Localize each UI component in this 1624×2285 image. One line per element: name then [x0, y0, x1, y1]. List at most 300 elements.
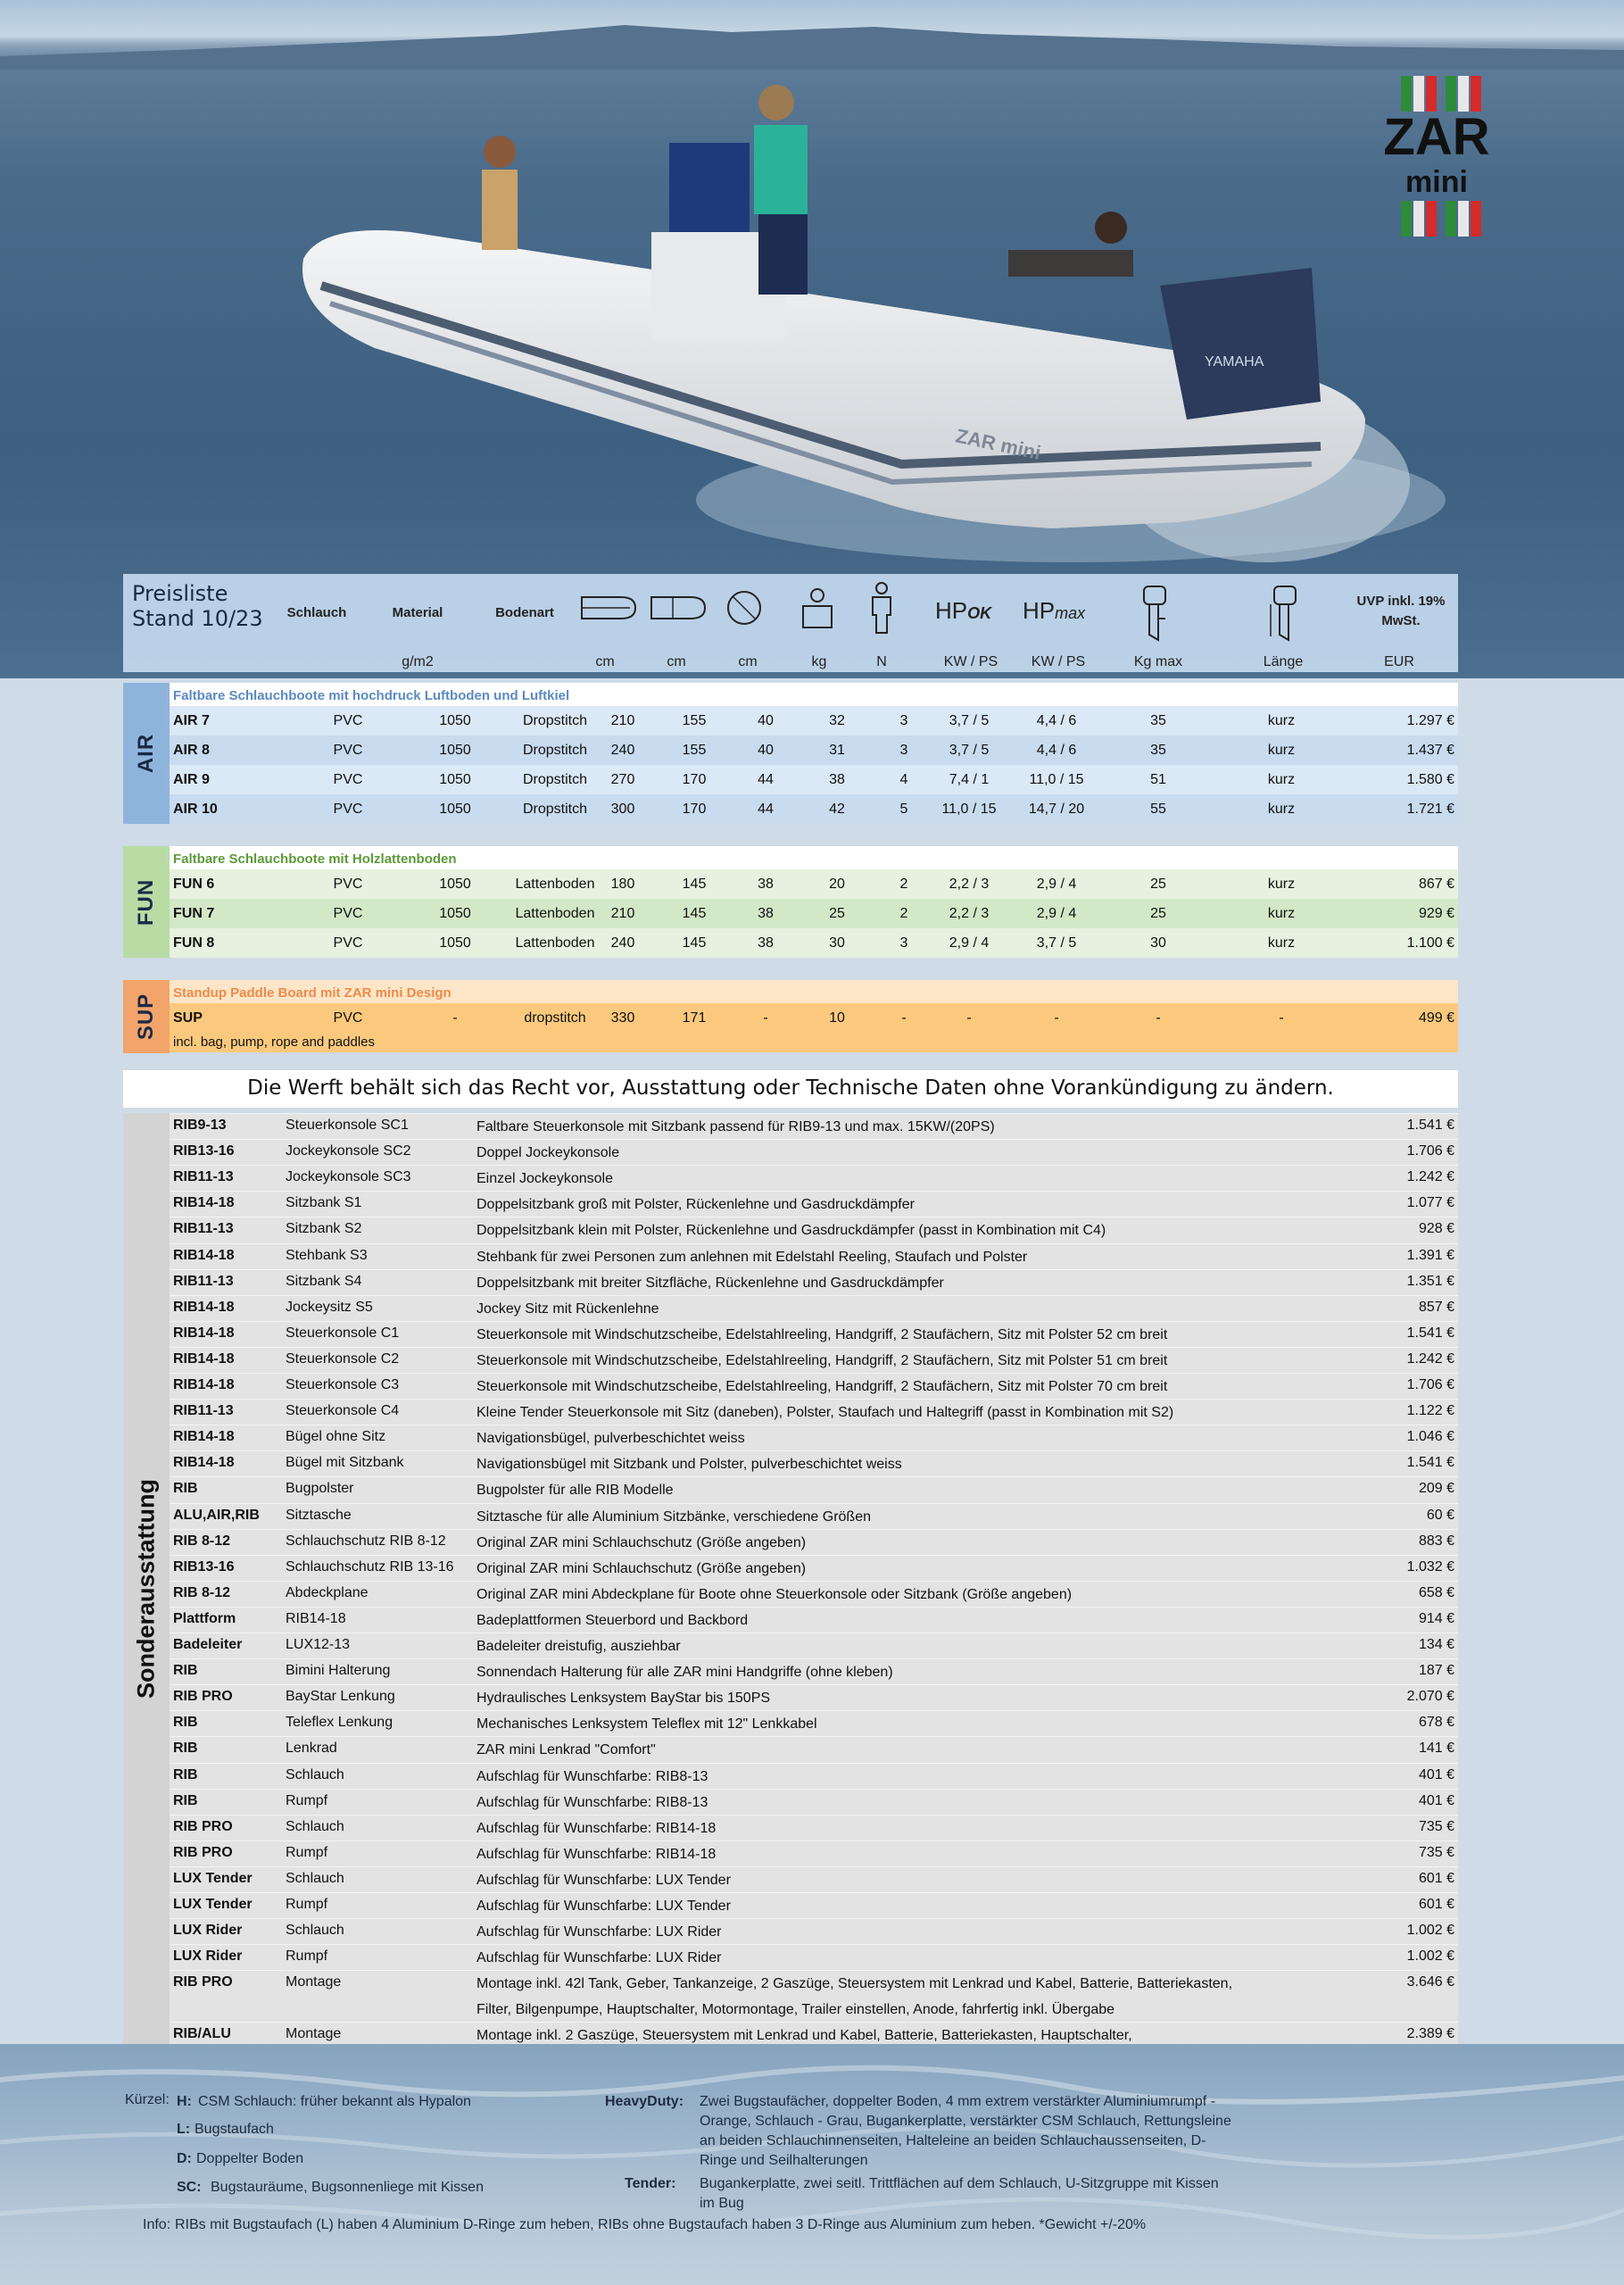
accessory-price: 1.242 € — [1406, 1169, 1454, 1185]
accessory-description-line: Doppelsitzbank klein mit Polster, Rückenlehne und Gasdruckdämpfer (passt in Kombination mit C4) — [476, 1223, 1106, 1239]
accessory-type: Bugpolster — [286, 1481, 354, 1497]
accessory-row — [170, 1710, 1458, 1736]
boat-length-icon — [576, 590, 639, 626]
cell-diameter: 44 — [758, 772, 774, 787]
accessory-description — [476, 1244, 1027, 1270]
accessory-row — [170, 1555, 1458, 1581]
accessory-type: Rumpf — [286, 1897, 328, 1912]
cell-weight: 30 — [829, 935, 845, 951]
table-header — [123, 574, 1458, 672]
legend-d-text: Doppelter Boden — [196, 2151, 304, 2166]
cell-laenge: kurz — [1267, 877, 1296, 892]
accessory-description-line: Hydraulisches Lenksystem BayStar bis 150PS — [476, 1691, 771, 1707]
svg-text:YAMAHA: YAMAHA — [1205, 354, 1264, 370]
cell-schlauch: PVC — [333, 772, 363, 787]
accessory-model: RIB 8-12 — [173, 1584, 231, 1600]
weight-icon — [798, 585, 837, 631]
cell-schlauch: PVC — [333, 743, 363, 758]
accessory-row — [170, 1944, 1458, 1970]
cell-bodenart: dropstitch — [524, 1010, 586, 1026]
cell-diameter: 44 — [758, 802, 774, 817]
cell-kw-ps-ok: 2,2 / 3 — [949, 877, 990, 892]
zar-mini-logo — [1356, 76, 1517, 237]
price-table — [123, 574, 1458, 1052]
svg-text:mini: mini — [1405, 165, 1468, 199]
accessory-description-line-2: Filter, Bilgenpumpe, Hauptschalter, Motormontage, Trailer einstellen, Anode, fahrfertig inkl. Übergabe — [476, 2002, 1115, 2018]
cell-laenge: - — [1279, 1010, 1284, 1026]
accessory-description-line: Sonnendach Halterung für alle ZAR mini Handgriffe (ohne kleben) — [476, 1665, 893, 1681]
accessory-description-line: Doppel Jockeykonsole — [476, 1145, 620, 1161]
cell-model: AIR 8 — [173, 743, 210, 758]
unit-laenge: Länge — [1263, 654, 1304, 669]
accessory-description-line: Aufschlag für Wunschfarbe: RIB14-18 — [476, 1820, 717, 1836]
accessory-type: LUX12-13 — [286, 1637, 351, 1652]
accessory-model: RIB — [173, 1663, 198, 1679]
cell-length: 210 — [610, 906, 635, 921]
unit-kw-ps-max: KW / PS — [1031, 654, 1086, 669]
disclaimer-notice: Die Werft behält sich das Recht vor, Ausstattung oder Technische Daten ohne Vorankündigung zu ändern. — [123, 1070, 1458, 1108]
accessory-row — [170, 1815, 1458, 1840]
accessory-description — [476, 1348, 1167, 1374]
shaft-length-icon — [1267, 583, 1303, 645]
cell-weight: 38 — [829, 772, 845, 787]
accessories-side-label: Sonderausstattung — [123, 1113, 170, 2065]
accessory-description-line: Original ZAR mini Abdeckplane für Boote ohne Steuerkonsole oder Sitzbank (Größe angeben) — [476, 1586, 1073, 1602]
accessory-description — [476, 1659, 893, 1685]
unit-weight: kg — [811, 654, 827, 669]
accessory-model: RIB11-13 — [173, 1273, 234, 1289]
accessory-row — [170, 1607, 1458, 1633]
accessory-description-line: Mechanisches Lenksystem Teleflex mit 12" Lenkkabel — [476, 1716, 817, 1732]
cell-diameter: 38 — [758, 935, 774, 951]
cell-bodenart: Dropstitch — [522, 772, 588, 787]
section-sup — [123, 980, 1458, 1052]
section-label-fun: FUN — [123, 846, 170, 958]
cell-kw-ps-max: 4,4 / 6 — [1036, 743, 1077, 758]
accessory-description — [476, 1893, 731, 1919]
legend-heavyduty-line-4: Ringe und Seilhalterungen — [700, 2153, 868, 2168]
table-row — [170, 794, 1458, 824]
cell-kg-max: 25 — [1150, 877, 1166, 892]
accessory-type: Jockeykonsole SC2 — [286, 1143, 411, 1159]
cell-length: 270 — [610, 772, 635, 787]
accessory-model: RIB PRO — [173, 1974, 233, 1990]
cell-width: 145 — [682, 906, 707, 921]
cell-laenge: kurz — [1267, 802, 1296, 817]
col-schlauch: Schlauch — [286, 605, 347, 620]
accessory-description-line: Einzel Jockeykonsole — [476, 1171, 613, 1187]
accessory-description-line: Original ZAR mini Schlauchschutz (Größe angeben) — [476, 1560, 807, 1576]
cell-schlauch: PVC — [333, 713, 363, 728]
boat-width-icon — [646, 590, 708, 626]
cell-weight: 31 — [829, 743, 845, 758]
accessory-description — [476, 1737, 656, 1763]
cell-model: FUN 8 — [173, 935, 215, 951]
table-row — [170, 869, 1458, 899]
accessory-type: Schlauch — [286, 1818, 344, 1834]
accessory-price: 601 € — [1418, 1870, 1454, 1886]
accessory-row — [170, 1243, 1458, 1269]
section-heading-sup: Standup Paddle Board mit ZAR mini Design — [170, 980, 1458, 1003]
section-heading-fun: Faltbare Schlauchboote mit Holzlattenboden — [173, 852, 457, 867]
accessory-type: Bügel ohne Sitz — [286, 1429, 386, 1445]
accessory-description-line: Montage inkl. 42l Tank, Geber, Tankanzeige, 2 Gaszüge, Steuersystem mit Lenkrad und Kabel, Batterie, Batteriekasten, — [476, 1976, 1233, 1992]
accessory-type: Rumpf — [286, 1948, 328, 1965]
cell-kw-ps-ok: 7,4 / 1 — [949, 772, 990, 787]
legend-h-text: CSM Schlauch: früher bekannt als Hypalon — [198, 2094, 471, 2109]
accessory-row — [170, 1970, 1458, 2022]
accessory-description-line: Sitztasche für alle Aluminium Sitzbänke, verschiedene Größen — [476, 1508, 871, 1525]
accessory-type: Rumpf — [286, 1844, 328, 1860]
cell-kw-ps-max: 4,4 / 6 — [1036, 713, 1077, 728]
cell-laenge: kurz — [1267, 772, 1296, 787]
accessory-row — [170, 1581, 1458, 1607]
cell-price: 499 € — [1418, 1010, 1454, 1026]
accessory-description — [476, 1192, 915, 1217]
cell-kw-ps-max: 2,9 / 4 — [1036, 877, 1077, 892]
cell-model: AIR 7 — [173, 713, 210, 728]
accessory-price: 914 € — [1418, 1610, 1454, 1626]
accessory-type: Teleflex Lenkung — [286, 1715, 394, 1731]
cell-width: 170 — [682, 802, 707, 817]
section-air — [123, 683, 1458, 824]
accessory-description — [476, 1504, 871, 1530]
page-title — [132, 581, 263, 631]
accessory-description — [476, 1608, 748, 1633]
cell-bodenart: Lattenboden — [515, 906, 595, 921]
cell-persons: 2 — [899, 906, 908, 921]
accessory-description — [476, 1711, 817, 1737]
cell-bodenart: Dropstitch — [522, 802, 588, 817]
accessory-model: LUX Rider — [173, 1923, 243, 1939]
accessory-row — [170, 1373, 1458, 1399]
accessory-price: 1.706 € — [1406, 1377, 1454, 1392]
cell-width: 145 — [682, 877, 707, 892]
accessory-model: RIB PRO — [173, 1689, 233, 1705]
accessory-row — [170, 1191, 1458, 1217]
unit-length: cm — [595, 654, 615, 669]
accessory-description-line: Steuerkonsole mit Windschutzscheibe, Edelstahlreeling, Handgriff, 2 Staufächern, Sitz mit Polster 52 cm breit — [476, 1326, 1168, 1342]
accessory-row — [170, 1918, 1458, 1944]
accessory-price: 3.646 € — [1406, 1974, 1454, 1990]
cell-persons: - — [901, 1010, 907, 1026]
accessory-description-line: Doppelsitzbank groß mit Polster, Rückenlehne und Gasdruckdämpfer — [476, 1197, 915, 1213]
accessory-model: RIB — [173, 1741, 198, 1757]
accessory-model: RIB11-13 — [173, 1221, 234, 1237]
svg-text:ZAR mini: ZAR mini — [953, 424, 1043, 464]
accessory-description — [476, 1322, 1167, 1348]
cell-weight: 25 — [829, 906, 845, 921]
accessory-type: Schlauchschutz RIB 8-12 — [286, 1533, 446, 1549]
cell-kg-max: 25 — [1150, 906, 1166, 921]
cell-model: FUN 7 — [173, 906, 215, 921]
accessories-table — [123, 1113, 1458, 2065]
accessory-type: Jockeykonsole SC3 — [286, 1169, 411, 1185]
accessory-row — [170, 1866, 1458, 1892]
accessory-type: Rumpf — [286, 1792, 328, 1808]
title-line-1: Preisliste — [132, 581, 228, 606]
cell-kw-ps-max: 2,9 / 4 — [1036, 906, 1077, 921]
accessory-price: 134 € — [1418, 1637, 1454, 1652]
footer-legend — [0, 2083, 1624, 2271]
legend-sc-key: SC: — [177, 2180, 202, 2195]
cell-weight: 32 — [829, 713, 845, 728]
cell-laenge: kurz — [1267, 906, 1296, 921]
cell-length: 240 — [610, 743, 635, 758]
accessory-price: 1.391 € — [1406, 1247, 1454, 1263]
accessory-model: RIB — [173, 1715, 198, 1731]
table-row — [170, 735, 1458, 765]
person-icon — [864, 581, 899, 635]
accessory-description-line: Badeplattformen Steuerbord und Backbord — [476, 1612, 749, 1628]
cell-kg-max: 55 — [1150, 802, 1166, 817]
cell-kg-max: - — [1156, 1010, 1161, 1026]
accessory-description-line: Stehbank für zwei Personen zum anlehnen mit Edelstahl Reeling, Staufach und Polster — [476, 1249, 1028, 1265]
legend-heavyduty-line-1: Zwei Bugstaufächer, doppelter Boden, 4 mm extrem verstärkter Aluminiumrumpf - — [700, 2094, 1216, 2109]
accessory-model: RIB14-18 — [173, 1247, 235, 1263]
accessory-type: Steuerkonsole C4 — [286, 1403, 400, 1419]
table-row — [170, 765, 1458, 794]
accessory-description — [476, 1685, 770, 1711]
accessory-row — [170, 1684, 1458, 1710]
accessory-price: 658 € — [1418, 1584, 1454, 1600]
cell-diameter: 38 — [758, 877, 774, 892]
section-fun — [123, 846, 1458, 958]
cell-laenge: kurz — [1267, 713, 1296, 728]
legend-heavyduty-line-2: Orange, Schlauch - Grau, Bugankerplatte, verstärkter CSM Schlauch, Rettungsleine — [700, 2114, 1231, 2129]
accessory-model: LUX Tender — [173, 1870, 253, 1886]
cell-length: 210 — [610, 713, 635, 728]
accessory-price: 857 € — [1418, 1299, 1454, 1315]
accessory-description — [476, 1374, 1167, 1400]
legend-d-key: D: — [177, 2151, 192, 2166]
accessory-description — [476, 1582, 1072, 1608]
accessory-price: 1.077 € — [1406, 1195, 1454, 1211]
accessory-description-line: Bugpolster für alle RIB Modelle — [476, 1483, 674, 1499]
accessory-row — [170, 1347, 1458, 1373]
cell-price: 929 € — [1418, 906, 1454, 921]
accessory-model: RIB PRO — [173, 1844, 233, 1860]
cell-length: 330 — [610, 1010, 635, 1026]
accessory-description-line: Steuerkonsole mit Windschutzscheibe, Edelstahlreeling, Handgriff, 2 Staufächern, Sitz mit Polster 70 cm breit — [476, 1379, 1168, 1394]
accessory-type: Sitztasche — [286, 1507, 352, 1523]
accessory-description — [476, 1296, 659, 1322]
accessory-description — [476, 1919, 722, 1945]
accessory-price: 1.351 € — [1406, 1273, 1454, 1289]
accessory-description — [476, 1633, 681, 1659]
cell-bodenart: Dropstitch — [522, 713, 588, 728]
cell-kg-max: 35 — [1150, 743, 1166, 758]
cell-price: 1.437 € — [1406, 743, 1454, 758]
accessory-price: 187 € — [1418, 1663, 1454, 1679]
cell-weight: 20 — [829, 877, 845, 892]
cell-kw-ps-ok: 3,7 / 5 — [949, 713, 990, 728]
sup-note: incl. bag, pump, rope and paddles — [170, 1033, 1458, 1052]
accessory-description — [476, 1451, 902, 1477]
accessory-type: Sitzbank S1 — [286, 1195, 362, 1211]
accessory-price: 1.002 € — [1406, 1948, 1454, 1965]
accessory-description — [476, 1945, 722, 1971]
cell-kw-ps-ok: - — [966, 1010, 972, 1026]
accessory-row — [170, 1529, 1458, 1555]
accessory-model: RIB14-18 — [173, 1377, 235, 1392]
legend-sc-text: Bugstauräume, Bugsonnenliege mit Kissen — [211, 2180, 484, 2195]
cell-width: 171 — [682, 1010, 707, 1026]
cell-schlauch: PVC — [333, 906, 363, 921]
accessory-model: ALU,AIR,RIB — [173, 1507, 260, 1523]
cell-width: 145 — [682, 935, 707, 951]
accessory-description-line: Faltbare Steuerkonsole mit Sitzbank passend für RIB9-13 und max. 15KW/(20PS) — [476, 1119, 995, 1134]
accessory-description — [476, 1764, 708, 1790]
accessory-row — [170, 1633, 1458, 1658]
accessory-price: 2.070 € — [1406, 1689, 1454, 1705]
accessory-row — [170, 1295, 1458, 1321]
cell-persons: 3 — [899, 743, 908, 758]
accessory-model: RIB — [173, 1792, 198, 1808]
accessory-description — [476, 1867, 731, 1893]
section-label-sup: SUP — [123, 980, 170, 1053]
accessory-row — [170, 1399, 1458, 1425]
accessory-description — [476, 1166, 613, 1192]
unit-kg-max: Kg max — [1133, 654, 1183, 669]
cell-price: 867 € — [1418, 877, 1454, 892]
cell-persons: 3 — [899, 713, 908, 728]
accessory-description-line: Aufschlag für Wunschfarbe: LUX Tender — [476, 1872, 731, 1888]
cell-material: 1050 — [439, 877, 471, 892]
cell-length: 180 — [610, 877, 635, 892]
accessory-type: Montage — [286, 1974, 342, 1990]
table-row — [170, 706, 1458, 735]
accessory-description-line: Aufschlag für Wunschfarbe: LUX Rider — [476, 1924, 722, 1940]
accessory-description-line: Aufschlag für Wunschfarbe: RIB14-18 — [476, 1846, 717, 1862]
legend-heavyduty-line-3: an beiden Schlauchinnenseiten, Halteleine an beiden Schlauchaussenseiten, D- — [700, 2133, 1206, 2148]
accessory-model: Badeleiter — [173, 1637, 243, 1652]
accessory-type: RIB14-18 — [286, 1610, 346, 1626]
accessory-model: RIB13-16 — [173, 1143, 235, 1159]
accessory-type: Schlauch — [286, 1766, 344, 1782]
accessory-type: Bimini Halterung — [286, 1663, 391, 1679]
cell-kw-ps-ok: 2,2 / 3 — [949, 906, 990, 921]
accessory-price: 601 € — [1418, 1897, 1454, 1912]
accessory-price: 1.706 € — [1406, 1143, 1454, 1159]
svg-text:ZAR: ZAR — [1383, 108, 1490, 166]
accessory-description — [476, 1556, 806, 1582]
cell-bodenart: Lattenboden — [515, 877, 595, 892]
accessory-description-line: Montage inkl. 2 Gaszüge, Steuersystem mit Lenkrad und Kabel, Batterie, Batteriekasten, Hauptschalter, — [476, 2028, 1132, 2044]
accessory-description — [476, 1530, 806, 1556]
accessory-type: Bügel mit Sitzbank — [286, 1455, 404, 1471]
accessory-price: 928 € — [1418, 1221, 1454, 1237]
accessory-description — [476, 1790, 708, 1816]
cell-persons: 4 — [899, 772, 908, 787]
unit-eur: EUR — [1384, 654, 1414, 669]
tube-diameter-icon — [723, 586, 766, 629]
accessory-row — [170, 1736, 1458, 1762]
cell-model: AIR 9 — [173, 772, 210, 787]
accessory-type: BayStar Lenkung — [286, 1689, 395, 1705]
cell-persons: 2 — [899, 877, 908, 892]
accessory-model: RIB9-13 — [173, 1118, 227, 1133]
accessory-description — [476, 1477, 674, 1503]
accessory-model: RIB14-18 — [173, 1350, 235, 1367]
accessory-description-line: Kleine Tender Steuerkonsole mit Sitz (daneben), Polster, Staufach und Haltegriff (passt in Kombination mit S2) — [476, 1405, 1174, 1421]
accessory-type: Montage — [286, 2026, 342, 2042]
accessory-description-line: Badeleiter dreistufig, ausziehbar — [476, 1639, 681, 1654]
cell-width: 155 — [682, 713, 707, 728]
col-bodenart: Bodenart — [495, 605, 554, 620]
accessory-price: 60 € — [1426, 1507, 1454, 1523]
accessory-price: 678 € — [1418, 1715, 1454, 1731]
section-label-air: AIR — [123, 683, 170, 824]
cell-width: 155 — [682, 743, 707, 758]
accessory-row — [170, 1165, 1458, 1191]
accessory-description-line: ZAR mini Lenkrad "Comfort" — [476, 1742, 656, 1758]
accessory-description-line: Navigationsbügel mit Sitzbank und Polster, pulverbeschichtet weiss — [476, 1457, 902, 1473]
unit-persons: N — [876, 654, 887, 669]
accessory-model: RIB14-18 — [173, 1455, 235, 1471]
accessory-type: Schlauch — [286, 1870, 344, 1886]
accessory-row — [170, 1321, 1458, 1347]
cell-material: 1050 — [439, 935, 471, 951]
table-row — [170, 899, 1458, 928]
hp-max-label: HPmax — [1023, 597, 1086, 624]
accessory-row — [170, 1840, 1458, 1866]
accessory-price: 1.541 € — [1406, 1455, 1454, 1471]
accessory-model: RIB/ALU — [173, 2026, 231, 2042]
cell-kw-ps-max: - — [1054, 1010, 1059, 1026]
accessory-type: Steuerkonsole SC1 — [286, 1118, 409, 1133]
col-uvp: UVP inkl. 19% MwSt. — [1356, 594, 1446, 628]
cell-kw-ps-max: 14,7 / 20 — [1028, 802, 1085, 817]
accessory-description — [476, 1425, 745, 1451]
accessory-model: RIB14-18 — [173, 1429, 235, 1445]
accessory-model: RIB13-16 — [173, 1558, 235, 1575]
cell-price: 1.297 € — [1406, 713, 1454, 728]
cell-laenge: kurz — [1267, 743, 1296, 758]
accessory-row — [170, 1450, 1458, 1476]
accessory-model: RIB14-18 — [173, 1299, 235, 1315]
legend-tender-line-2: im Bug — [700, 2196, 744, 2211]
accessory-price: 1.002 € — [1406, 1923, 1454, 1939]
cell-kg-max: 35 — [1150, 713, 1166, 728]
accessory-row — [170, 1658, 1458, 1684]
accessory-description-line: Aufschlag für Wunschfarbe: RIB8-13 — [476, 1794, 708, 1810]
accessory-price: 209 € — [1418, 1481, 1454, 1497]
cell-schlauch: PVC — [333, 877, 363, 892]
cell-diameter: 40 — [758, 743, 774, 758]
accessory-row — [170, 1113, 1458, 1139]
cell-weight: 10 — [829, 1010, 845, 1026]
engine-weight-icon — [1137, 583, 1172, 645]
cell-schlauch: PVC — [333, 802, 363, 817]
cell-bodenart: Lattenboden — [515, 935, 595, 951]
accessory-row — [170, 1763, 1458, 1789]
unit-kw-ps: KW / PS — [943, 654, 998, 669]
accessory-row — [170, 1269, 1458, 1295]
accessory-model: RIB14-18 — [173, 1325, 235, 1341]
unit-width: cm — [667, 654, 686, 669]
accessory-type: Sitzbank S2 — [286, 1221, 362, 1237]
accessory-description — [476, 1114, 995, 1140]
accessory-description — [476, 1270, 944, 1296]
accessory-type: Sitzbank S4 — [286, 1273, 362, 1289]
accessory-description — [476, 1971, 1232, 2023]
accessory-price: 1.242 € — [1406, 1350, 1454, 1367]
accessory-price: 1.541 € — [1406, 1118, 1454, 1133]
accessory-price: 401 € — [1418, 1792, 1454, 1808]
accessory-description — [476, 1816, 716, 1841]
accessory-model: RIB 8-12 — [173, 1533, 231, 1549]
